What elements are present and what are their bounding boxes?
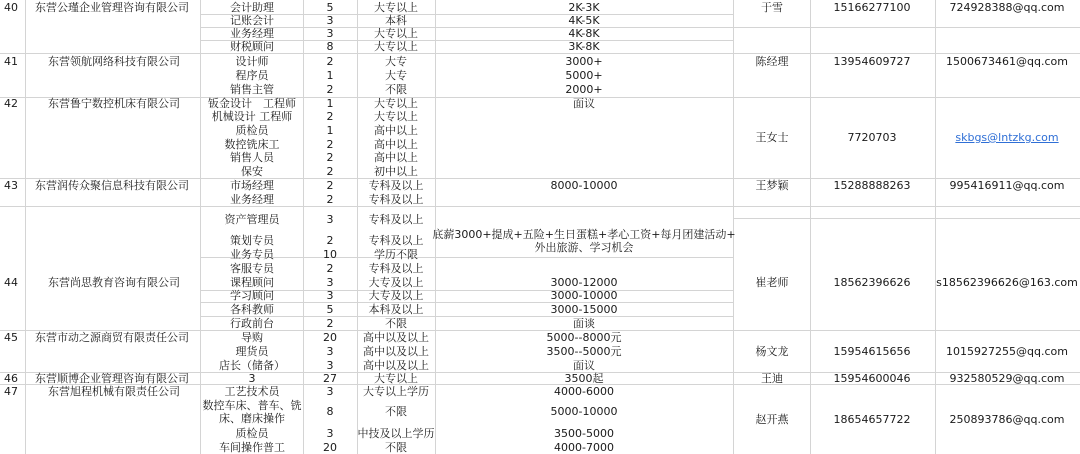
job-title: 程序员: [235, 69, 269, 82]
job-title: 业务专员: [230, 248, 274, 261]
job-education: 大专以上学历: [363, 385, 429, 398]
job-title: 理货员: [235, 345, 269, 358]
job-title-line2: 床、磨床操作: [219, 412, 285, 425]
job-count: 3: [326, 345, 334, 358]
job-count: 5: [326, 1, 334, 14]
job-education: 高中以上: [374, 124, 418, 137]
job-education: 专科及以上: [368, 193, 424, 206]
job-education: 高中以及以上: [363, 345, 429, 358]
job-title: 质检员: [235, 427, 269, 440]
contact-name: 王女士: [755, 131, 789, 144]
job-count: 5: [326, 303, 334, 316]
company-name: 东营顺博企业管理咨询有限公司: [35, 372, 189, 385]
job-title: 策划专员: [230, 234, 274, 247]
contact-phone: 13954609727: [833, 55, 911, 68]
grid-line: [200, 40, 733, 41]
job-title: 机械设计 工程师: [211, 110, 293, 123]
job-count: 2: [326, 262, 334, 275]
job-salary: 3000-12000: [550, 276, 618, 289]
job-count: 10: [323, 248, 337, 261]
job-salary: 3000+: [565, 55, 603, 68]
job-salary: 5000-10000: [550, 405, 618, 418]
contact-phone: 18654657722: [833, 413, 911, 426]
grid-line: [0, 53, 1080, 54]
job-salary: 2K-3K: [568, 1, 600, 14]
job-count: 3: [326, 359, 334, 372]
row-number: 44: [4, 276, 18, 289]
job-education: 不限: [385, 405, 407, 418]
grid-line: [935, 0, 936, 454]
contact-email: 1500673461@qq.com: [946, 55, 1068, 68]
job-count: 2: [326, 234, 334, 247]
job-education: 大专以上: [374, 97, 418, 110]
grid-line: [733, 27, 1080, 28]
job-salary: 3500起: [564, 372, 604, 385]
contact-name: 王梦颖: [755, 179, 789, 192]
job-count: 3: [326, 427, 334, 440]
contact-email: 724928388@qq.com: [949, 1, 1065, 14]
contact-email: 932580529@qq.com: [949, 372, 1065, 385]
job-salary: 4K-5K: [568, 14, 600, 27]
grid-line: [200, 257, 733, 258]
grid-line: [733, 218, 1080, 219]
job-education: 大专以上: [374, 110, 418, 123]
job-title: 3: [248, 372, 256, 385]
salary-note-line1: 底薪3000+提成+五险+生日蛋糕+孝心工资+每月团建活动+: [432, 228, 736, 241]
job-education: 大专以上: [374, 372, 418, 385]
job-title: 车间操作普工: [219, 441, 285, 454]
grid-line: [733, 0, 734, 454]
company-name: 东营旭程机械有限责任公司: [48, 385, 180, 398]
job-education: 中技及以上学历: [357, 427, 435, 440]
grid-line: [200, 302, 733, 303]
job-count: 1: [326, 124, 334, 137]
job-count: 3: [326, 289, 334, 302]
grid-line: [200, 316, 733, 317]
grid-line: [0, 206, 1080, 207]
job-count: 2: [326, 138, 334, 151]
company-name: 东营尚思教育咨询有限公司: [48, 276, 180, 289]
job-salary: 3K-8K: [568, 40, 600, 53]
job-salary: 3000-10000: [550, 289, 618, 302]
grid-line: [25, 0, 26, 454]
job-title: 市场经理: [230, 179, 274, 192]
job-salary: 3000-15000: [550, 303, 618, 316]
job-title: 业务经理: [230, 27, 274, 40]
row-number: 41: [4, 55, 18, 68]
grid-line: [357, 0, 358, 454]
job-count: 20: [323, 331, 337, 344]
company-name: 东营润传众聚信息科技有限公司: [35, 179, 189, 192]
contact-name: 王迪: [761, 372, 783, 385]
contact-phone: 18562396626: [833, 276, 911, 289]
job-count: 27: [323, 372, 337, 385]
job-count: 2: [326, 165, 334, 178]
job-count: 3: [326, 276, 334, 289]
job-education: 大专以上: [374, 27, 418, 40]
job-title: 业务经理: [230, 193, 274, 206]
salary-note-line2: 外出旅游、学习机会: [534, 241, 634, 254]
job-salary: 3500-5000: [554, 427, 614, 440]
job-count: 3: [326, 213, 334, 226]
job-education: 专科及以上: [368, 213, 424, 226]
contact-phone: 15166277100: [833, 1, 911, 14]
job-count: 8: [326, 405, 334, 418]
company-name: 东营市动之源商贸有限责任公司: [35, 331, 189, 344]
job-education: 本科: [385, 14, 407, 27]
job-salary: 2000+: [565, 83, 603, 96]
job-title: 保安: [241, 165, 263, 178]
job-education: 初中以上: [374, 165, 418, 178]
job-education: 高中以上: [374, 138, 418, 151]
contact-email: s18562396626@163.com: [936, 276, 1078, 289]
job-education: 专科及以上: [368, 234, 424, 247]
job-title: 导购: [241, 331, 263, 344]
contact-email: 1015927255@qq.com: [946, 345, 1068, 358]
job-count: 2: [326, 83, 334, 96]
job-education: 高中以及以上: [363, 331, 429, 344]
job-salary: 面议: [573, 97, 595, 110]
company-name: 东营公瑾企业管理咨询有限公司: [35, 1, 189, 14]
job-education: 不限: [385, 441, 407, 454]
row-number: 45: [4, 331, 18, 344]
row-number: 47: [4, 385, 18, 398]
job-education: 大专以上: [374, 40, 418, 53]
job-title: 销售人员: [230, 151, 274, 164]
grid-line: [200, 0, 201, 454]
job-title: 课程顾问: [230, 276, 274, 289]
job-count: 2: [326, 317, 334, 330]
job-title: 财税顾问: [230, 40, 274, 53]
job-salary: 4000-6000: [554, 385, 614, 398]
job-education: 大专及以上: [368, 289, 424, 302]
job-salary: 3500--5000元: [546, 345, 622, 358]
job-title: 钣金设计 工程师: [208, 97, 296, 110]
job-salary: 5000--8000元: [546, 331, 622, 344]
contact-name: 陈经理: [755, 55, 789, 68]
row-number: 42: [4, 97, 18, 110]
job-education: 大专以上: [374, 1, 418, 14]
job-title: 数控铣床工: [224, 138, 280, 151]
grid-line: [435, 0, 436, 454]
job-count: 2: [326, 110, 334, 123]
row-number: 43: [4, 179, 18, 192]
job-education: 不限: [385, 83, 407, 96]
job-salary: 面议: [573, 359, 595, 372]
contact-email: 995416911@qq.com: [949, 179, 1065, 192]
contact-phone: 7720703: [847, 131, 897, 144]
job-count: 20: [323, 441, 337, 454]
job-title: 学习顾问: [230, 289, 274, 302]
contact-email-link[interactable]: skbgs@lntzkg.com: [955, 131, 1059, 144]
grid-line: [200, 27, 733, 28]
job-salary: 5000+: [565, 69, 603, 82]
job-title: 行政前台: [230, 317, 274, 330]
job-title: 工艺技术员: [224, 385, 280, 398]
job-title-line1: 数控车床、普车、铣: [202, 399, 302, 412]
job-education: 不限: [385, 317, 407, 330]
contact-name: 于雪: [761, 1, 783, 14]
job-title: 客服专员: [230, 262, 274, 275]
job-title: 各科教师: [230, 303, 274, 316]
contact-phone: 15288888263: [833, 179, 911, 192]
job-title: 质检员: [235, 124, 269, 137]
job-count: 3: [326, 385, 334, 398]
contact-name: 赵开燕: [755, 413, 789, 426]
job-count: 8: [326, 40, 334, 53]
contact-email: 250893786@qq.com: [949, 413, 1065, 426]
job-education: 专科及以上: [368, 262, 424, 275]
job-count: 3: [326, 27, 334, 40]
job-title: 会计助理: [230, 1, 274, 14]
contact-phone: 15954600046: [833, 372, 911, 385]
job-count: 3: [326, 14, 334, 27]
job-education: 专科及以上: [368, 179, 424, 192]
job-education: 本科及以上: [368, 303, 424, 316]
grid-line: [200, 14, 733, 15]
job-title: 记账会计: [230, 14, 274, 27]
job-salary: 面谈: [573, 317, 595, 330]
job-salary: 4000-7000: [554, 441, 614, 454]
grid-line: [200, 290, 733, 291]
job-count: 2: [326, 193, 334, 206]
job-education: 大专及以上: [368, 276, 424, 289]
job-title: 店长（储备）: [219, 359, 285, 372]
job-count: 2: [326, 55, 334, 68]
job-title: 设计师: [235, 55, 269, 68]
job-count: 2: [326, 179, 334, 192]
job-education: 大专: [385, 55, 407, 68]
job-education: 学历不限: [374, 248, 418, 261]
job-education: 高中以及以上: [363, 359, 429, 372]
grid-line: [810, 0, 811, 454]
job-count: 2: [326, 151, 334, 164]
job-count: 1: [326, 97, 334, 110]
company-name: 东营鲁宁数控机床有限公司: [48, 97, 180, 110]
contact-phone: 15954615656: [833, 345, 911, 358]
job-salary: 4K-8K: [568, 27, 600, 40]
job-education: 大专: [385, 69, 407, 82]
job-education: 高中以上: [374, 151, 418, 164]
row-number: 46: [4, 372, 18, 385]
job-count: 1: [326, 69, 334, 82]
row-number: 40: [4, 1, 18, 14]
contact-name: 杨文龙: [755, 345, 789, 358]
company-name: 东营领航网络科技有限公司: [48, 55, 180, 68]
job-title: 资产管理员: [224, 213, 280, 226]
job-title: 销售主管: [230, 83, 274, 96]
job-salary: 8000-10000: [550, 179, 618, 192]
contact-name: 崔老师: [755, 276, 789, 289]
grid-line: [303, 0, 304, 454]
